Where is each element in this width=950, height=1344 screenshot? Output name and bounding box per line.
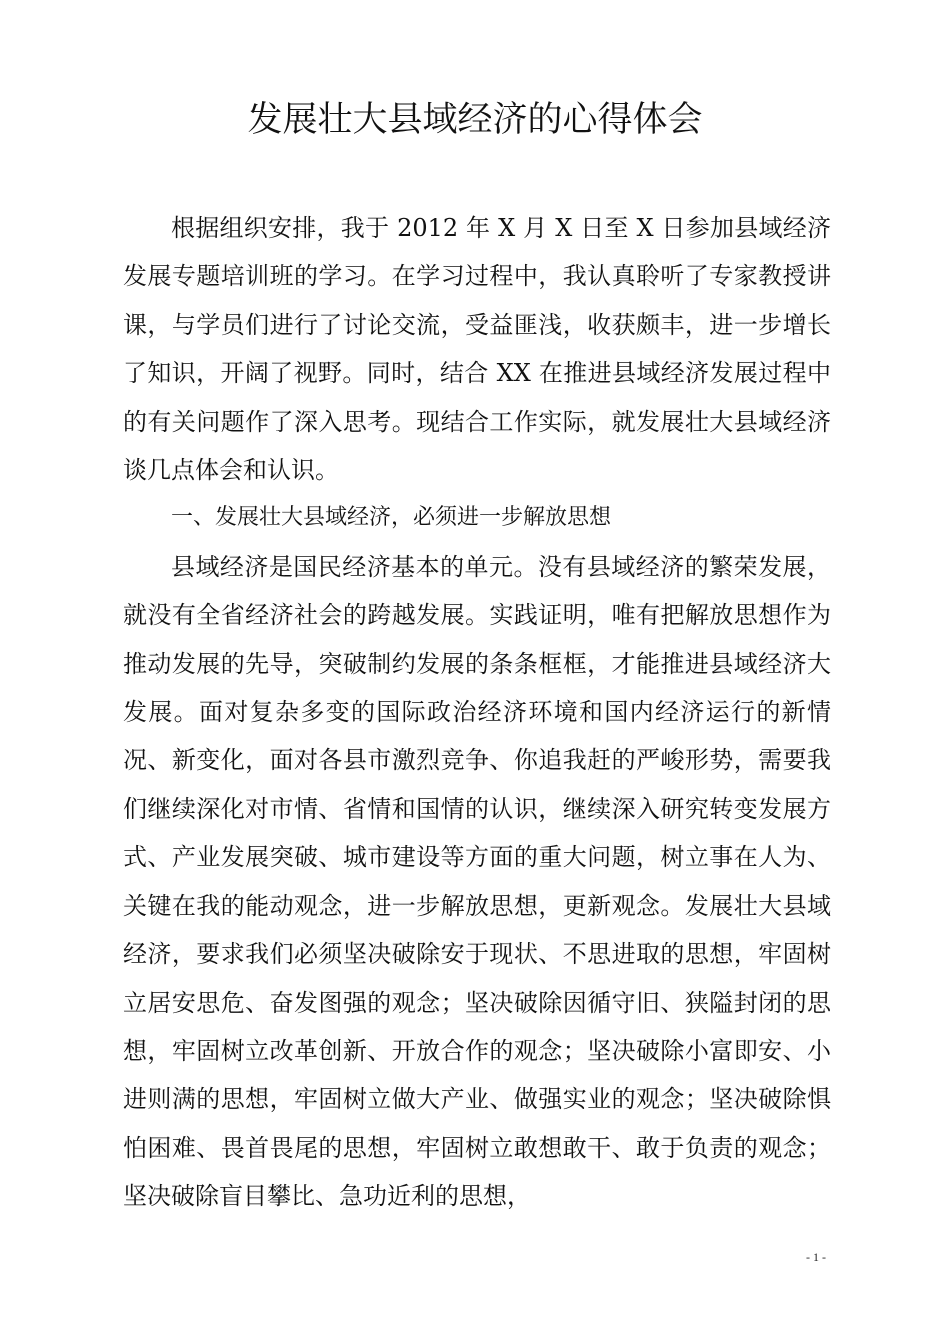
page-number: - 1 - xyxy=(806,1250,826,1264)
intro-paragraph: 根据组织安排，我于 2012 年 X 月 X 日至 X 日参加县域经济发展专题培训班的学习。在学习过程中，我认真聆听了专家教授讲课，与学员们进行了讨论交流，受益匪浅，收获颇丰，进一步增长了知识，开阔了视野。同时，结合 XX 在推进县域经济发展过程中的有关问题作了深入思考。现结合工作实际，就发展壮大县域经济谈几点体会和认识。 xyxy=(123,214,831,485)
document-title: 发展壮大县域经济的心得体会 xyxy=(247,100,703,140)
section-paragraph: 县域经济是国民经济基本的单元。没有县域经济的繁荣发展，就没有全省经济社会的跨越发展。实践证明，唯有把解放思想作为推动发展的先导，突破制约发展的条条框框，才能推进县域经济大发展。面对复杂多变的国际政治经济环境和国内经济运行的新情况、新变化，面对各县市激烈竞争、你追我赶的严峻形势，需要我们继续深化对市情、省情和国情的认识，继续深入研究转变发展方式、产业发展突破、城市建设等方面的重大问题，树立事在人为、关键在我的能动观念，进一步解放思想，更新观念。发展壮大县域经济，要求我们必须坚决破除安于现状、不思进取的思想，牢固树立居安思危、奋发图强的观念；坚决破除因循守旧、狭隘封闭的思想，牢固树立改革创新、开放合作的观念；坚决破除小富即安、小进则满的思想，牢固树立做大产业、做强实业的观念；坚决破除惧怕困难、畏首畏尾的思想，牢固树立敢想敢干、敢于负责的观念；坚决破除盲目攀比、急功近利的思想， xyxy=(123,552,831,1211)
section-heading: 一、发展壮大县域经济，必须进一步解放思想 xyxy=(171,505,612,531)
document-body xyxy=(123,204,831,1221)
